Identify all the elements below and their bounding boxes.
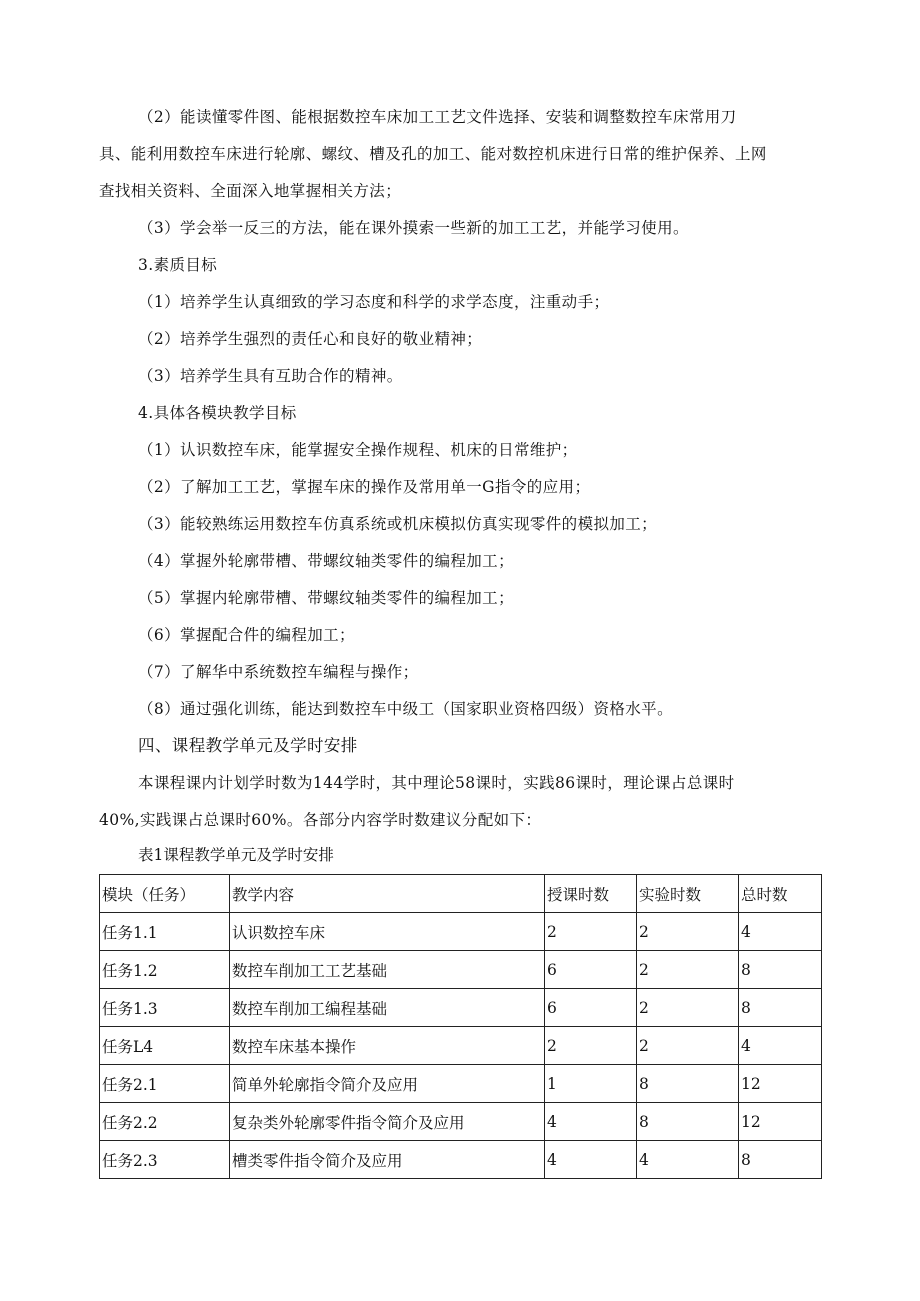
table-row xyxy=(100,989,822,1027)
header-lab-hours: 实验时数 xyxy=(637,875,739,913)
cell-total-hours: 12 xyxy=(739,1065,822,1103)
cell-lab-hours: 2 xyxy=(637,913,739,951)
cell-lab-hours: 8 xyxy=(637,1103,739,1141)
cell-lab-hours: 2 xyxy=(637,951,739,989)
table-row xyxy=(100,1141,822,1179)
module-item-8: （8）通过强化训练，能达到数控车中级工（国家职业资格四级）资格水平。 xyxy=(138,700,673,718)
quality-item-3: （3）培养学生具有互助合作的精神。 xyxy=(138,367,403,385)
quality-item-1: （1）培养学生认真细致的学习态度和科学的求学态度，注重动手； xyxy=(138,293,610,311)
cell-lecture-hours: 6 xyxy=(545,989,637,1027)
cell-lecture-hours: 2 xyxy=(545,1027,637,1065)
intro-line-2: 40%,实践课占总课时60%。各部分内容学时数建议分配如下： xyxy=(99,811,542,829)
table-row xyxy=(100,1065,822,1103)
header-module: 模块（任务） xyxy=(100,875,230,913)
cell-total-hours: 12 xyxy=(739,1103,822,1141)
module-item-1: （1）认识数控车床，能掌握安全操作规程、机床的日常维护； xyxy=(138,441,578,459)
module-item-7: （7）了解华中系统数控车编程与操作； xyxy=(138,663,419,681)
header-total-hours: 总时数 xyxy=(739,875,822,913)
cell-module: 任务1.3 xyxy=(100,989,230,1027)
cell-module: 任务1.2 xyxy=(100,951,230,989)
table-row xyxy=(100,1027,822,1065)
module-item-6: （6）掌握配合件的编程加工； xyxy=(138,626,355,644)
table-row xyxy=(100,1103,822,1141)
section-4-heading: 四、课程教学单元及学时安排 xyxy=(138,736,358,755)
cell-lecture-hours: 4 xyxy=(545,1141,637,1179)
cell-content: 数控车削加工工艺基础 xyxy=(230,951,545,989)
cell-content: 复杂类外轮廓零件指令简介及应用 xyxy=(230,1103,545,1141)
cell-total-hours: 8 xyxy=(739,951,822,989)
module-item-5: （5）掌握内轮廓带槽、带螺纹轴类零件的编程加工； xyxy=(138,589,514,607)
cell-content: 槽类零件指令简介及应用 xyxy=(230,1141,545,1179)
cell-lecture-hours: 6 xyxy=(545,951,637,989)
schedule-table xyxy=(99,874,822,1179)
paragraph-2-line-2: 具、能利用数控车床进行轮廓、螺纹、槽及孔的加工、能对数控机床进行日常的维护保养、上网 xyxy=(99,145,767,163)
intro-line-1: 本课程课内计划学时数为144学时，其中理论58课时，实践86课时，理论课占总课时 xyxy=(138,774,735,792)
cell-module: 任务2.3 xyxy=(100,1141,230,1179)
module-item-3: （3）能较熟练运用数控车仿真系统或机床模拟仿真实现零件的模拟加工； xyxy=(138,515,658,533)
cell-module: 任务L4 xyxy=(100,1027,230,1065)
cell-module: 任务1.1 xyxy=(100,913,230,951)
cell-lecture-hours: 2 xyxy=(545,913,637,951)
cell-lab-hours: 8 xyxy=(637,1065,739,1103)
cell-content: 数控车削加工编程基础 xyxy=(230,989,545,1027)
module-item-2: （2）了解加工工艺，掌握车床的操作及常用单一G指令的应用； xyxy=(138,478,591,496)
header-content: 教学内容 xyxy=(230,875,545,913)
heading-quality-goals: 3.素质目标 xyxy=(138,256,218,274)
paragraph-3: （3）学会举一反三的方法，能在课外摸索一些新的加工工艺，并能学习使用。 xyxy=(138,219,689,237)
cell-module: 任务2.2 xyxy=(100,1103,230,1141)
cell-total-hours: 8 xyxy=(739,989,822,1027)
paragraph-2-line-3: 查找相关资料、全面深入地掌握相关方法； xyxy=(99,182,402,200)
cell-total-hours: 4 xyxy=(739,1027,822,1065)
cell-total-hours: 8 xyxy=(739,1141,822,1179)
cell-total-hours: 4 xyxy=(739,913,822,951)
table-header-row xyxy=(100,875,822,913)
header-lecture-hours: 授课时数 xyxy=(545,875,637,913)
table-row xyxy=(100,913,822,951)
cell-content: 数控车床基本操作 xyxy=(230,1027,545,1065)
cell-module: 任务2.1 xyxy=(100,1065,230,1103)
table-row xyxy=(100,951,822,989)
cell-lecture-hours: 1 xyxy=(545,1065,637,1103)
table-caption: 表1课程教学单元及学时安排 xyxy=(138,846,334,864)
cell-content: 认识数控车床 xyxy=(230,913,545,951)
cell-lecture-hours: 4 xyxy=(545,1103,637,1141)
cell-content: 简单外轮廓指令简介及应用 xyxy=(230,1065,545,1103)
cell-lab-hours: 2 xyxy=(637,1027,739,1065)
paragraph-2-line-1: （2）能读懂零件图、能根据数控车床加工工艺文件选择、安装和调整数控车床常用刀 xyxy=(138,108,737,126)
heading-module-goals: 4.具体各模块教学目标 xyxy=(138,404,297,422)
cell-lab-hours: 4 xyxy=(637,1141,739,1179)
quality-item-2: （2）培养学生强烈的责任心和良好的敬业精神； xyxy=(138,330,483,348)
cell-lab-hours: 2 xyxy=(637,989,739,1027)
module-item-4: （4）掌握外轮廓带槽、带螺纹轴类零件的编程加工； xyxy=(138,552,514,570)
